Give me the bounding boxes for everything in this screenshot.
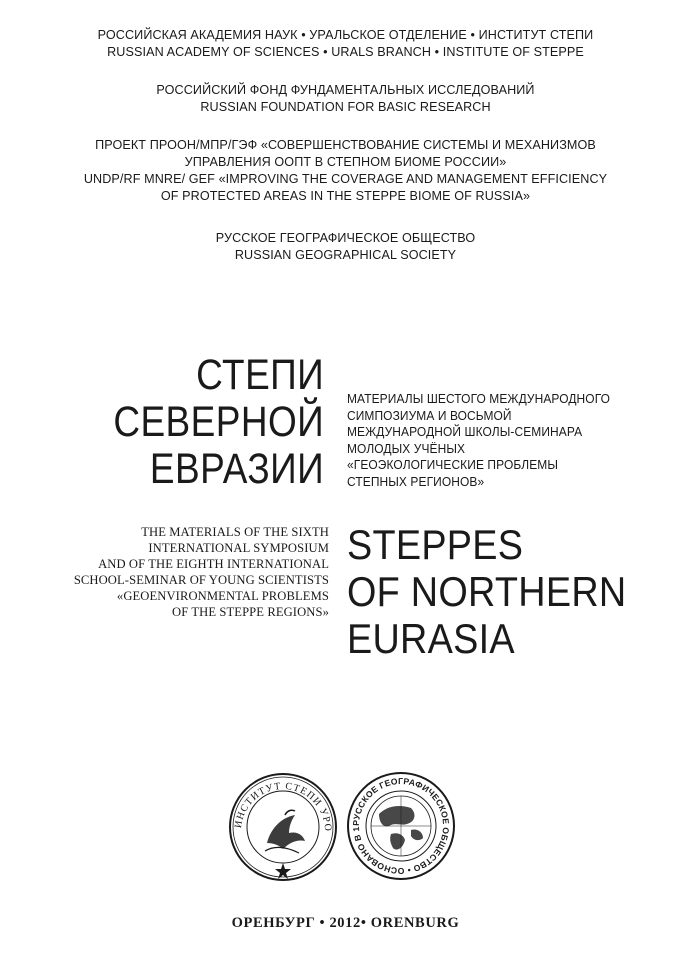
header-rffi-ru: РОССИЙСКИЙ ФОНД ФУНДАМЕНТАЛЬНЫХ ИССЛЕДОВАНИЙ — [156, 83, 535, 97]
rgo-seal-logo — [345, 770, 457, 887]
subtitle-en-line-2: INTERNATIONAL SYMPOSIUM — [148, 541, 329, 555]
title-ru-line-1: СТЕПИ — [195, 351, 324, 399]
institute-seal-icon — [227, 771, 339, 883]
subtitle-en-line-3: AND OF THE EIGHTH INTERNATIONAL — [98, 557, 329, 571]
header-undp-ru-1: ПРОЕКТ ПРООН/МПР/ГЭФ «СОВЕРШЕНСТВОВАНИЕ СИСТЕМЫ И МЕХАНИЗМОВ — [95, 138, 596, 152]
subtitle-ru-line-4: МОЛОДЫХ УЧЁНЫХ — [347, 441, 466, 456]
title-en-line-3: EURASIA — [347, 615, 515, 662]
header-undp-en-1: UNDP/RF MNRE/ GEF «IMPROVING THE COVERAGE AND MANAGEMENT EFFICIENCY — [83, 172, 608, 186]
header-rgo — [0, 230, 691, 264]
subtitle-en-line-6: OF THE STEPPE REGIONS» — [172, 605, 329, 619]
subtitle-en-line-5: «GEOENVIRONMENTAL PROBLEMS — [116, 589, 329, 603]
title-ru-line-3: ЕВРАЗИИ — [149, 445, 324, 493]
subtitle-ru-line-3: МЕЖДУНАРОДНОЙ ШКОЛЫ-СЕМИНАРА — [347, 425, 583, 439]
subtitle-en — [74, 524, 329, 620]
subtitle-ru-line-2: СИМПОЗИУМА И ВОСЬМОЙ — [347, 408, 512, 423]
title-en-line-2: OF NORTHERN — [347, 568, 627, 615]
subtitle-ru — [347, 391, 610, 490]
institute-seal-text: ИНСТИТУТ СТЕПИ УРО — [232, 780, 334, 833]
title-ru — [113, 352, 324, 493]
header-undp — [0, 137, 691, 205]
header-ras-en: RUSSIAN ACADEMY OF SCIENCES • URALS BRANCH • INSTITUTE OF STEPPE — [107, 45, 584, 59]
subtitle-ru-line-1: МАТЕРИАЛЫ ШЕСТОГО МЕЖДУНАРОДНОГО — [347, 392, 611, 406]
rgo-seal-text: РУССКОЕ ГЕОГРАФИЧЕСКОЕ ОБЩЕСТВО • ОСНОВАНО В 1 — [350, 775, 452, 877]
institute-seal-logo — [227, 771, 339, 888]
header-rgo-en: RUSSIAN GEOGRAPHICAL SOCIETY — [234, 248, 457, 262]
subtitle-ru-line-5: «ГЕОЭКОЛОГИЧЕСКИЕ ПРОБЛЕМЫ — [347, 458, 559, 472]
header-rffi-en: RUSSIAN FOUNDATION FOR BASIC RESEARCH — [200, 100, 491, 114]
title-en-line-1: STEPPES — [347, 521, 524, 568]
header-rffi — [0, 82, 691, 116]
header-undp-en-2: OF PROTECTED AREAS IN THE STEPPE BIOME OF RUSSIA» — [160, 189, 531, 203]
subtitle-en-line-1: THE MATERIALS OF THE SIXTH — [141, 525, 329, 539]
subtitle-en-line-4: SCHOOL-SEMINAR OF YOUNG SCIENTISTS — [73, 573, 329, 587]
footer-imprint: ОРЕНБУРГ • 2012• ORENBURG — [231, 915, 460, 931]
title-en — [347, 521, 626, 662]
header-ras — [0, 27, 691, 61]
rgo-seal-icon — [345, 770, 457, 882]
header-rgo-ru: РУССКОЕ ГЕОГРАФИЧЕСКОЕ ОБЩЕСТВО — [215, 231, 476, 245]
header-ras-ru: РОССИЙСКАЯ АКАДЕМИЯ НАУК • УРАЛЬСКОЕ ОТДЕЛЕНИЕ • ИНСТИТУТ СТЕПИ — [97, 28, 594, 42]
subtitle-ru-line-6: СТЕПНЫХ РЕГИОНОВ» — [347, 474, 485, 489]
title-ru-line-2: СЕВЕРНОЙ — [113, 398, 324, 446]
header-undp-ru-2: УПРАВЛЕНИЯ ООПТ В СТЕПНОМ БИОМЕ РОССИИ» — [184, 155, 507, 169]
